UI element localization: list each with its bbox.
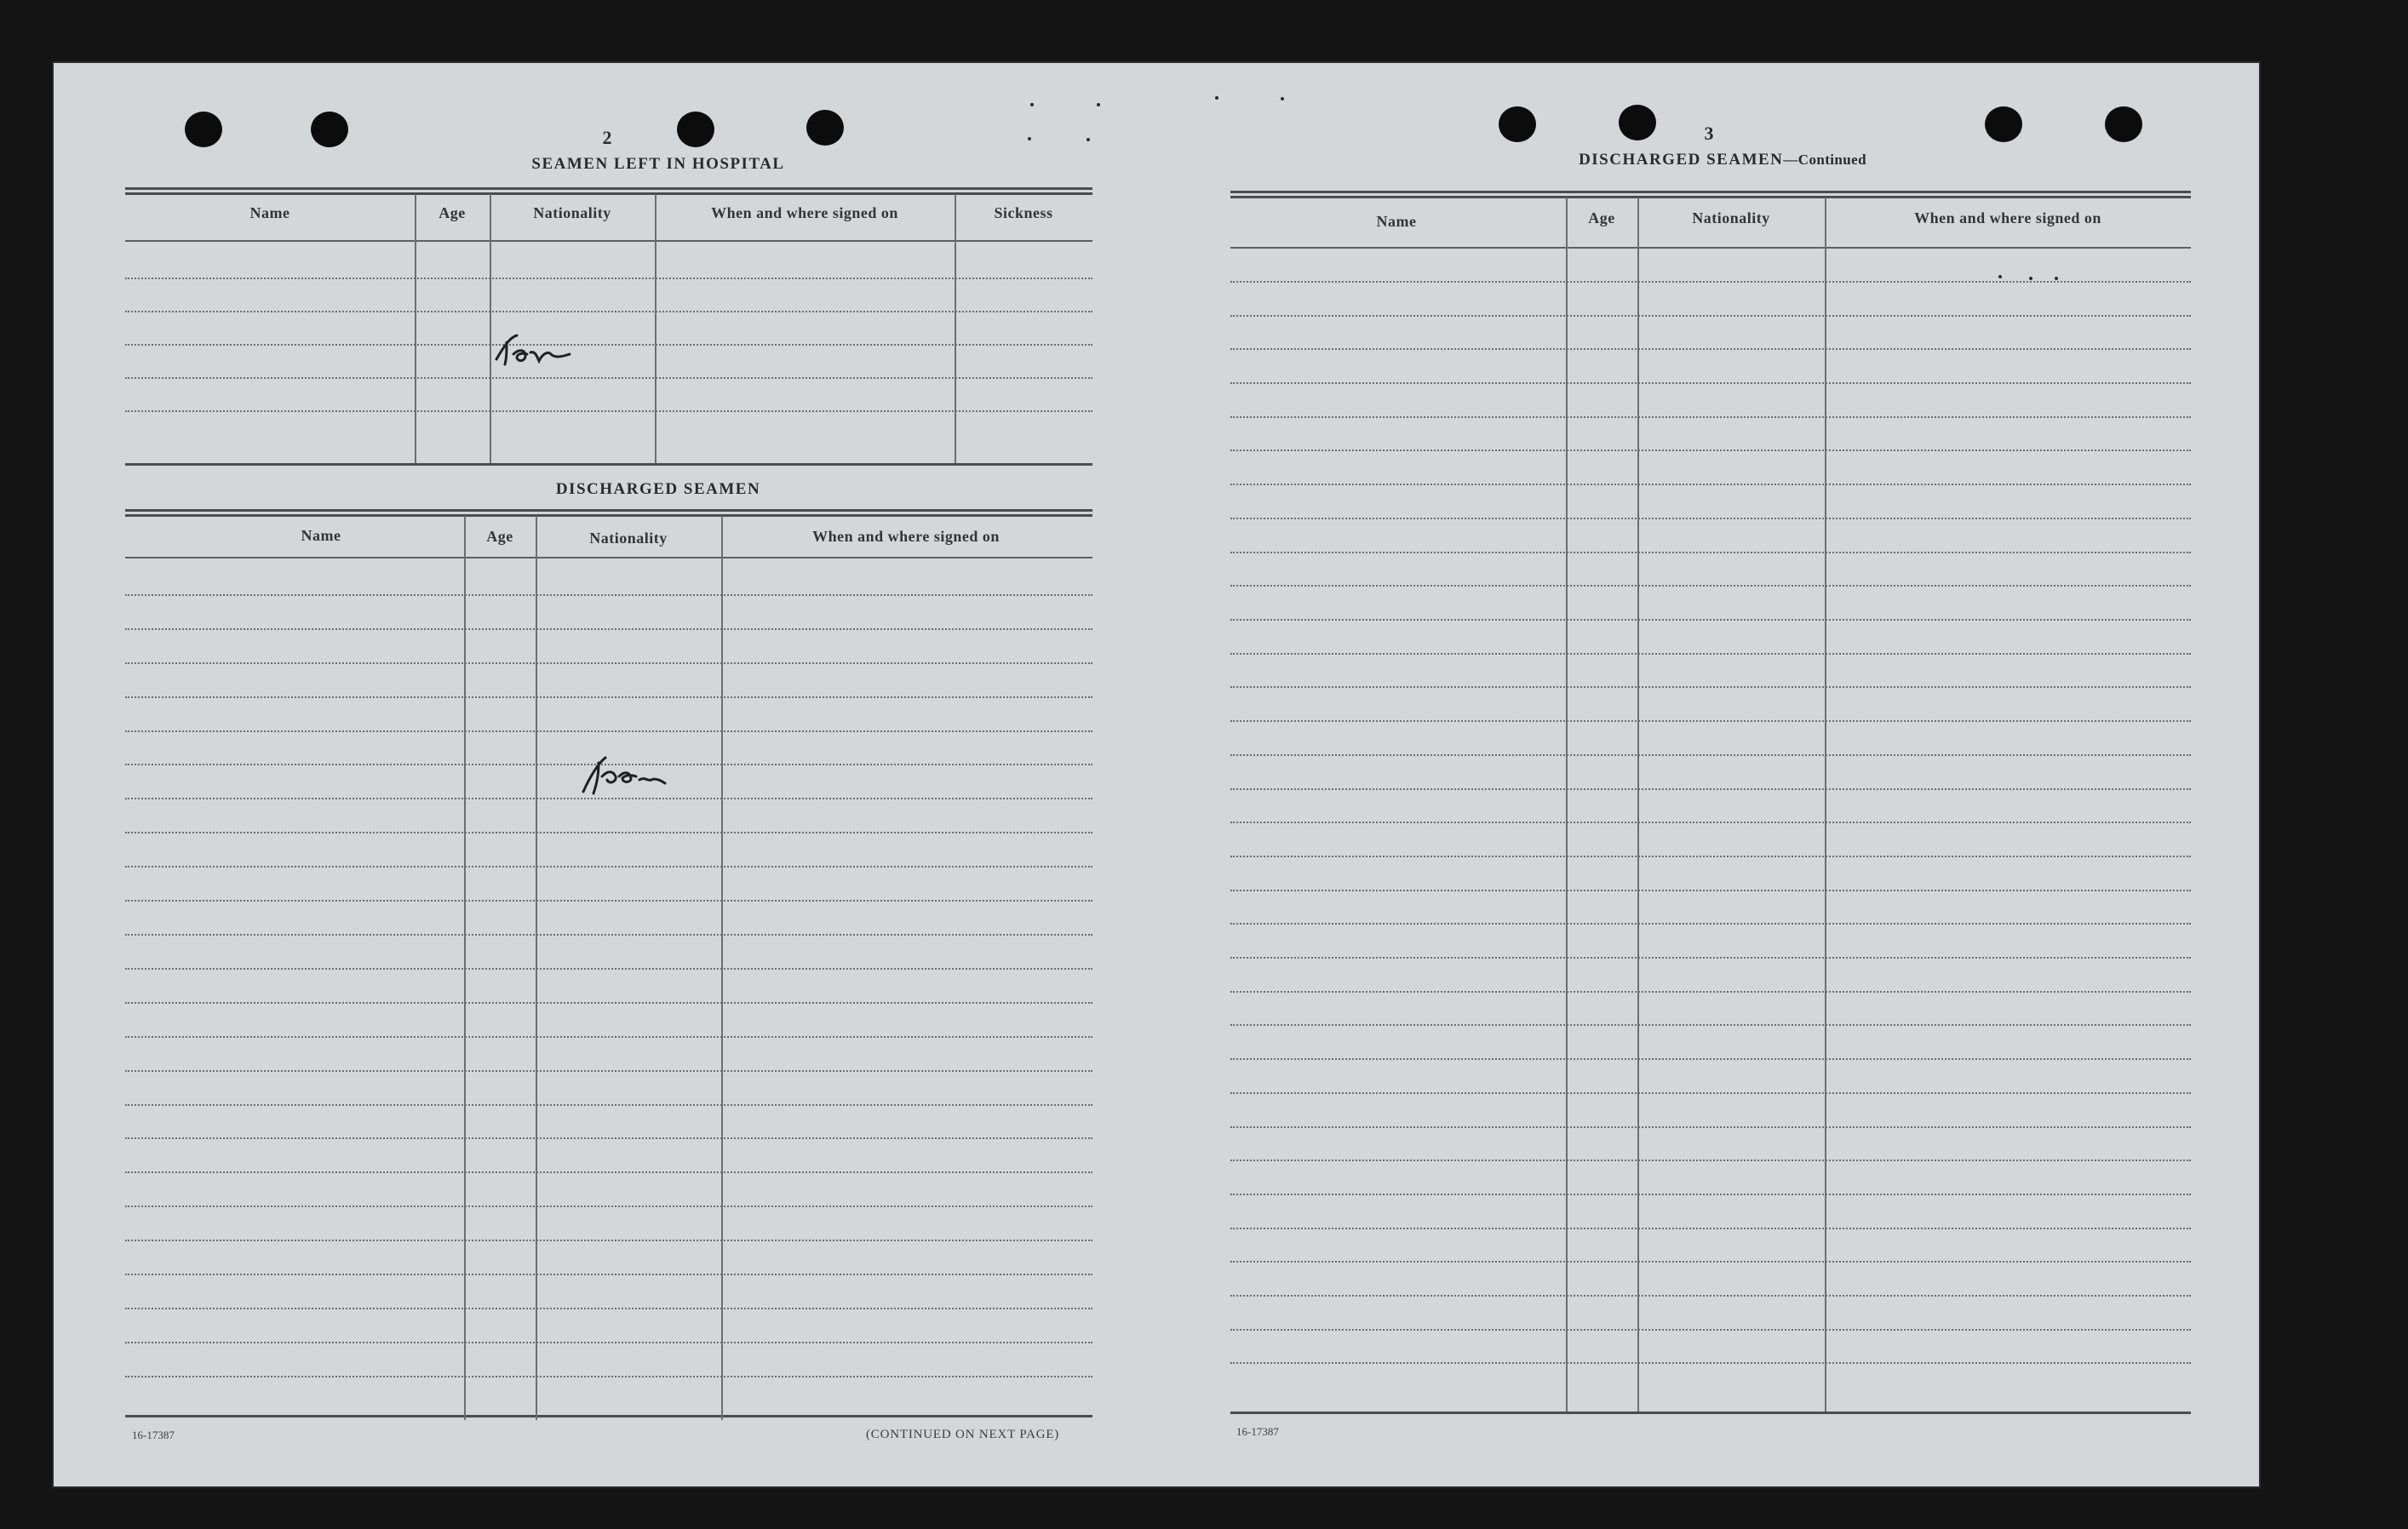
column-divider — [1637, 198, 1639, 1412]
row-rule — [1230, 585, 2191, 587]
punch-hole — [1499, 106, 1536, 142]
table-bottom-line — [1230, 1412, 2191, 1414]
column-divider — [536, 516, 537, 1420]
table-border-line — [125, 192, 1092, 195]
table-bottom-line — [125, 463, 1092, 466]
col-header-age: Age — [1588, 209, 1615, 226]
punch-hole — [677, 112, 714, 147]
scan-speck — [2029, 277, 2032, 280]
table-border-line — [125, 187, 1092, 190]
row-rule — [125, 410, 1092, 412]
row-rule — [1230, 1024, 2191, 1026]
col-header-name: Name — [1376, 213, 1417, 230]
col-header-sickness: Sickness — [994, 204, 1053, 221]
row-rule — [1230, 450, 2191, 451]
row-rule — [125, 866, 1092, 868]
punch-hole — [1619, 105, 1656, 140]
row-rule — [125, 1171, 1092, 1173]
row-rule — [1230, 720, 2191, 722]
form-number-left: 16-17387 — [132, 1429, 175, 1441]
row-rule — [1230, 856, 2191, 857]
continued-note: (CONTINUED ON NEXT PAGE) — [866, 1428, 1060, 1441]
row-rule — [1230, 1261, 2191, 1263]
row-rule — [1230, 1329, 2191, 1331]
column-divider — [1825, 198, 1826, 1412]
row-rule — [125, 1342, 1092, 1343]
table-border-line — [125, 509, 1092, 512]
row-rule — [125, 1002, 1092, 1004]
row-rule — [1230, 1058, 2191, 1060]
scan-speck — [1281, 97, 1284, 100]
col-header-age: Age — [486, 528, 513, 545]
handwritten-text: Non — [575, 751, 576, 752]
row-rule — [1230, 653, 2191, 655]
row-rule — [1230, 1194, 2191, 1195]
row-rule — [1230, 484, 2191, 485]
scan-speck — [1030, 103, 1034, 106]
column-divider — [1566, 198, 1568, 1412]
section-title-discharged-continued — [1467, 151, 1978, 169]
row-rule — [125, 934, 1092, 936]
row-rule — [1230, 1362, 2191, 1364]
header-underline — [125, 240, 1092, 242]
row-rule — [125, 730, 1092, 732]
form-sheet — [54, 63, 2259, 1486]
scan-speck — [2055, 277, 2058, 280]
table-bottom-line — [125, 1415, 1092, 1417]
row-rule — [1230, 1126, 2191, 1128]
handwritten-nationality — [488, 329, 582, 373]
punch-hole — [311, 112, 348, 147]
row-rule — [125, 662, 1092, 664]
row-rule — [125, 344, 1092, 346]
row-rule — [1230, 923, 2191, 925]
col-header-nationality: Nationality — [589, 530, 668, 547]
row-rule — [125, 832, 1092, 833]
punch-hole — [806, 110, 844, 146]
row-rule — [1230, 518, 2191, 519]
col-header-name: Name — [301, 527, 341, 544]
table-border-line — [125, 514, 1092, 517]
row-rule — [125, 1376, 1092, 1377]
col-header-signed-on: When and where signed on — [1914, 209, 2101, 226]
scan-speck — [1028, 137, 1031, 140]
scan-speck — [1998, 275, 2002, 278]
row-rule — [125, 1137, 1092, 1139]
row-rule — [1230, 991, 2191, 993]
header-underline — [125, 557, 1092, 558]
row-rule — [125, 311, 1092, 312]
row-rule — [1230, 1160, 2191, 1161]
col-header-signed-on: When and where signed on — [812, 528, 1000, 545]
title-suffix: —Continued — [1783, 152, 1866, 168]
row-rule — [125, 968, 1092, 970]
row-rule — [1230, 552, 2191, 553]
handwritten-nationality — [575, 751, 677, 802]
row-rule — [1230, 890, 2191, 891]
scan-speck — [1097, 103, 1100, 106]
row-rule — [1230, 382, 2191, 384]
row-rule — [125, 900, 1092, 902]
row-rule — [1230, 788, 2191, 790]
scan-speck — [1215, 96, 1218, 100]
table-border-line — [1230, 196, 2191, 198]
col-header-name: Name — [249, 204, 290, 221]
row-rule — [125, 377, 1092, 379]
row-rule — [125, 1274, 1092, 1275]
col-header-age: Age — [439, 204, 466, 221]
row-rule — [1230, 957, 2191, 959]
row-rule — [1230, 416, 2191, 418]
column-divider — [655, 194, 656, 463]
row-rule — [125, 1104, 1092, 1106]
row-rule — [125, 594, 1092, 596]
row-rule — [1230, 754, 2191, 756]
row-rule — [1230, 281, 2191, 283]
column-divider — [464, 516, 466, 1420]
page-number-right: 3 — [1704, 123, 1714, 144]
row-rule — [1230, 1295, 2191, 1297]
row-rule — [125, 1205, 1092, 1207]
row-rule — [1230, 1228, 2191, 1229]
page-number-left: 2 — [602, 127, 612, 148]
row-rule — [125, 1036, 1092, 1038]
row-rule — [125, 628, 1092, 630]
col-header-signed-on: When and where signed on — [711, 204, 898, 221]
column-divider — [955, 194, 956, 463]
table-border-line — [1230, 191, 2191, 193]
row-rule — [125, 1070, 1092, 1072]
row-rule — [125, 696, 1092, 698]
scan-speck — [1086, 138, 1090, 141]
col-header-nationality: Nationality — [1692, 209, 1770, 226]
form-number-right: 16-17387 — [1236, 1425, 1279, 1438]
row-rule — [1230, 348, 2191, 350]
row-rule — [1230, 822, 2191, 823]
row-rule — [1230, 619, 2191, 621]
row-rule — [125, 278, 1092, 279]
row-rule — [1230, 686, 2191, 688]
header-underline — [1230, 247, 2191, 249]
row-rule — [125, 1240, 1092, 1241]
punch-hole — [2105, 106, 2142, 142]
row-rule — [1230, 1092, 2191, 1094]
section-title-discharged: DISCHARGED SEAMEN — [555, 480, 761, 498]
title-main: DISCHARGED SEAMEN — [1579, 151, 1784, 169]
col-header-nationality: Nationality — [533, 204, 611, 221]
punch-hole — [185, 112, 222, 147]
punch-hole — [1985, 106, 2022, 142]
row-rule — [1230, 315, 2191, 317]
column-divider — [721, 516, 723, 1420]
section-title-hospital: SEAMEN LEFT IN HOSPITAL — [531, 155, 785, 173]
column-divider — [415, 194, 416, 463]
row-rule — [125, 1308, 1092, 1309]
